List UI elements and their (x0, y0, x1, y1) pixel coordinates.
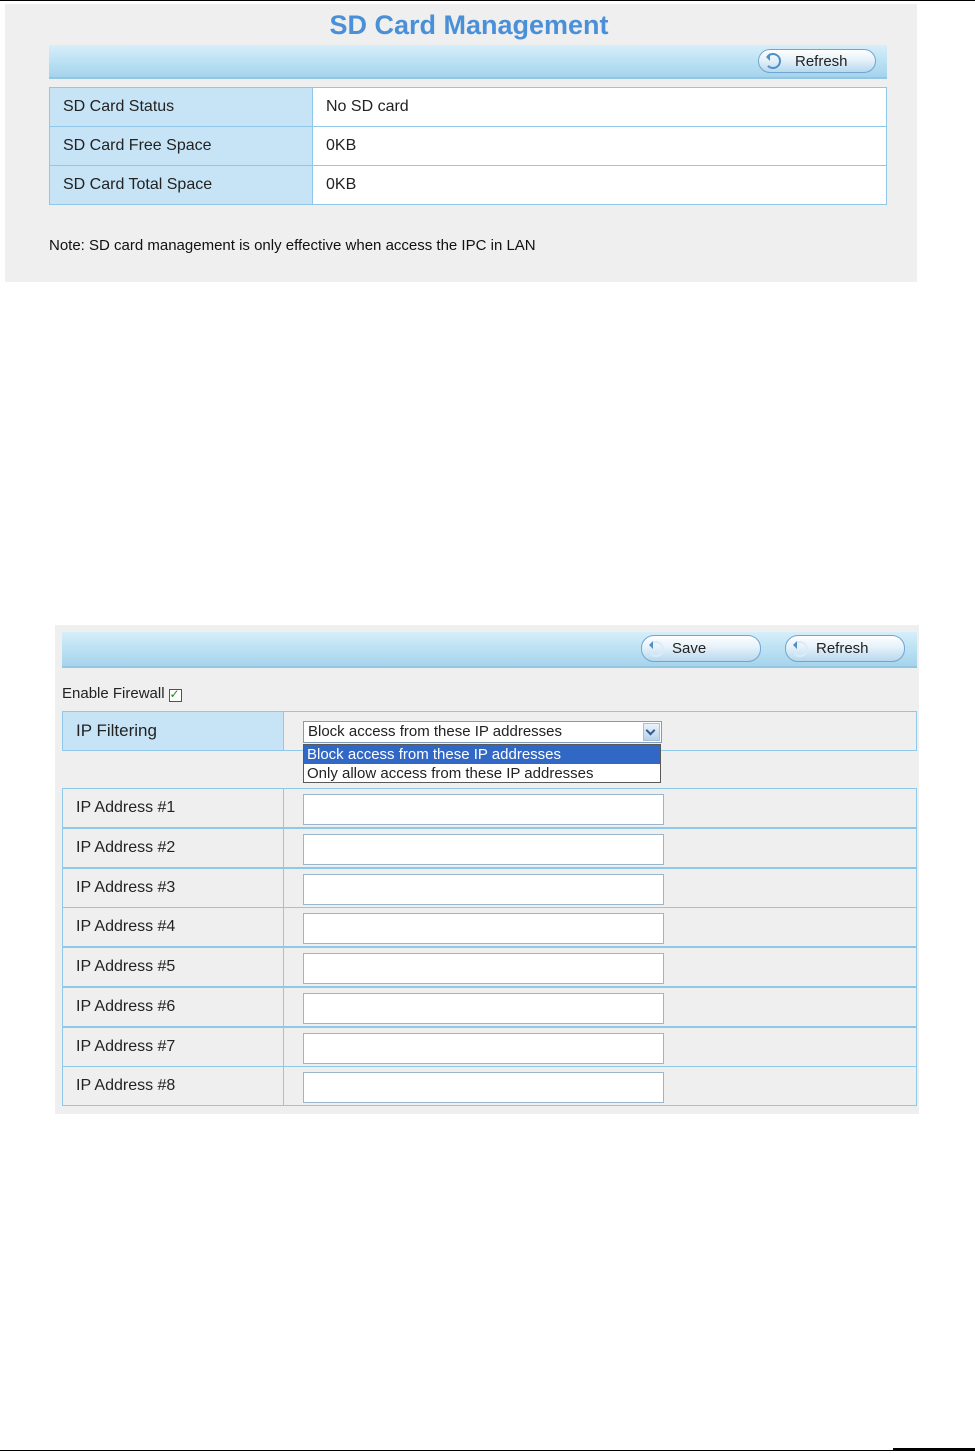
ip-address-row-1 (62, 788, 917, 828)
refresh-icon (792, 641, 808, 657)
sd-note: Note: SD card management is only effective when access the IPC in LAN (49, 237, 536, 254)
ip-address-row-3 (62, 868, 917, 908)
sd-card-panel (5, 4, 917, 282)
ip-filtering-select[interactable] (303, 721, 662, 743)
ip-address-row-5 (62, 947, 917, 987)
sd-refresh-button[interactable] (758, 49, 876, 73)
ip-address-input-6[interactable] (303, 993, 664, 1024)
page-title: SD Card Management (329, 10, 609, 40)
ip-address-row-6 (62, 987, 917, 1027)
ip-address-label: IP Address #2 (63, 829, 284, 867)
ip-address-input-5[interactable] (303, 953, 664, 984)
table-row (50, 166, 887, 205)
sd-status-value: No SD card (313, 88, 887, 127)
ip-address-label: IP Address #1 (63, 789, 284, 827)
ip-address-label: IP Address #8 (63, 1067, 284, 1105)
save-button[interactable] (641, 635, 761, 662)
sd-free-space-value: 0KB (313, 127, 887, 166)
ip-filtering-selected: Block access from these IP addresses (308, 723, 563, 740)
table-row (50, 127, 887, 166)
ip-address-input-2[interactable] (303, 834, 664, 865)
refresh-icon (765, 53, 781, 69)
dropdown-option-allow[interactable]: Only allow access from these IP addresses (307, 765, 594, 782)
table-row (50, 88, 887, 127)
ip-filtering-dropdown (303, 744, 661, 783)
ip-address-row-8 (62, 1066, 917, 1106)
firewall-toolbar (62, 632, 917, 668)
bottom-rule (0, 1450, 975, 1451)
ip-address-row-7 (62, 1027, 917, 1067)
ip-address-input-4[interactable] (303, 913, 664, 944)
ip-address-input-1[interactable] (303, 794, 664, 825)
enable-firewall-row (62, 685, 182, 702)
enable-firewall-label: Enable Firewall (62, 685, 165, 702)
sd-total-space-label: SD Card Total Space (50, 166, 313, 205)
sd-total-space-value: 0KB (313, 166, 887, 205)
sd-card-info-table (49, 87, 887, 205)
ip-address-label: IP Address #3 (63, 869, 284, 907)
enable-firewall-checkbox[interactable] (169, 689, 182, 702)
firewall-panel (55, 625, 919, 1114)
dropdown-option-block[interactable]: Block access from these IP addresses (304, 745, 660, 764)
ip-address-label: IP Address #5 (63, 948, 284, 986)
firewall-refresh-label: Refresh (816, 640, 869, 657)
ip-address-row-2 (62, 828, 917, 868)
save-label: Save (672, 640, 707, 657)
chevron-down-icon[interactable] (643, 723, 660, 741)
ip-address-row-4 (62, 907, 917, 947)
ip-filtering-label: IP Filtering (63, 712, 284, 750)
top-rule (0, 0, 975, 1)
ip-address-label: IP Address #6 (63, 988, 284, 1026)
ip-address-input-3[interactable] (303, 874, 664, 905)
save-icon (648, 641, 664, 657)
ip-address-input-7[interactable] (303, 1033, 664, 1064)
firewall-refresh-button[interactable] (785, 635, 905, 662)
ip-address-label: IP Address #7 (63, 1028, 284, 1066)
sd-status-label: SD Card Status (50, 88, 313, 127)
bottom-mark (893, 1448, 975, 1451)
ip-address-label: IP Address #4 (63, 908, 284, 946)
sd-free-space-label: SD Card Free Space (50, 127, 313, 166)
sd-refresh-label: Refresh (795, 52, 848, 70)
ip-address-input-8[interactable] (303, 1072, 664, 1103)
sd-toolbar (49, 45, 887, 79)
